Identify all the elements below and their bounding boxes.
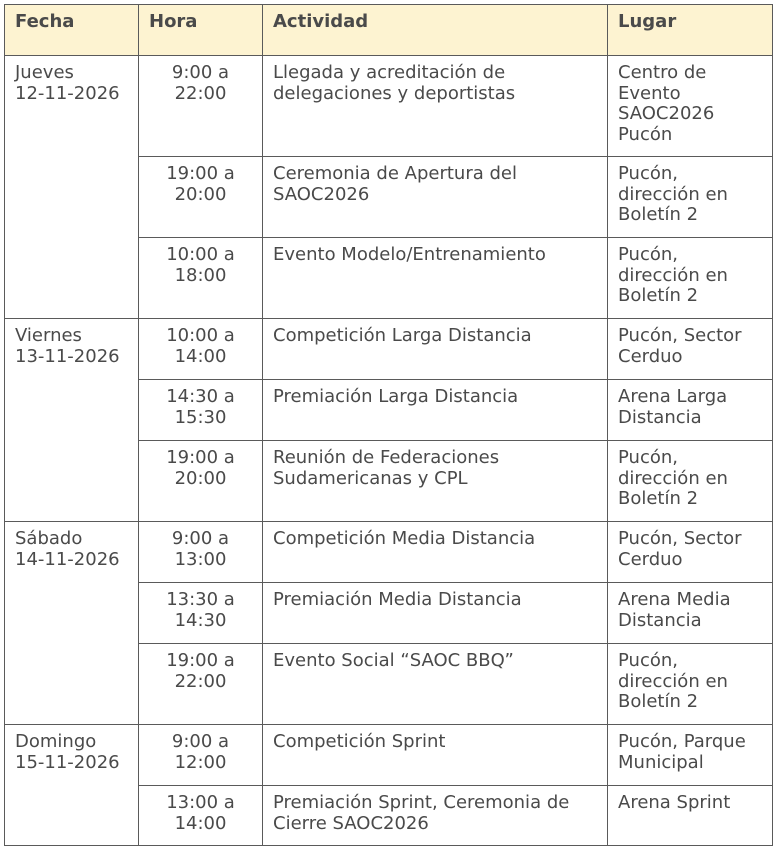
header-lugar: Lugar	[608, 5, 773, 56]
day-date: 13-11-2026	[15, 345, 120, 367]
table-row	[5, 56, 773, 157]
time-end: 12:00	[174, 751, 227, 773]
time-cell	[139, 522, 263, 583]
time-end: 20:00	[174, 467, 227, 489]
day-date: 12-11-2026	[15, 82, 120, 104]
activity-cell: Competición Sprint	[263, 725, 608, 786]
header-actividad: Actividad	[263, 5, 608, 56]
time-start: 19:00 a	[166, 447, 235, 468]
time-cell	[139, 583, 263, 644]
activity-cell: Premiación Media Distancia	[263, 583, 608, 644]
time-end: 18:00	[174, 264, 227, 286]
day-name: Viernes	[15, 325, 82, 346]
place-cell: Centro de Evento SAOC2026 Pucón	[608, 56, 773, 157]
time-end: 14:00	[174, 812, 227, 834]
place-cell: Pucón, Parque Municipal	[608, 725, 773, 786]
header-hora: Hora	[139, 5, 263, 56]
date-cell	[5, 319, 139, 522]
time-start: 19:00 a	[166, 163, 235, 184]
day-name: Jueves	[15, 62, 74, 83]
time-start: 10:00 a	[166, 325, 235, 346]
time-start: 10:00 a	[166, 244, 235, 265]
date-cell	[5, 522, 139, 725]
time-start: 13:30 a	[166, 589, 235, 610]
time-cell	[139, 786, 263, 846]
time-cell	[139, 644, 263, 725]
time-start: 19:00 a	[166, 650, 235, 671]
time-cell	[139, 319, 263, 380]
activity-cell: Competición Media Distancia	[263, 522, 608, 583]
day-date: 15-11-2026	[15, 751, 120, 773]
place-cell: Arena Larga Distancia	[608, 380, 773, 441]
table-row	[5, 725, 773, 786]
time-cell	[139, 238, 263, 319]
activity-cell: Ceremonia de Apertura del SAOC2026	[263, 157, 608, 238]
time-cell	[139, 157, 263, 238]
activity-cell: Premiación Sprint, Ceremonia de Cierre SAOC2026	[263, 786, 608, 846]
time-cell	[139, 380, 263, 441]
place-cell: Arena Sprint	[608, 786, 773, 846]
place-cell: Pucón, dirección en Boletín 2	[608, 157, 773, 238]
schedule-table	[4, 4, 773, 846]
time-start: 9:00 a	[171, 731, 230, 752]
time-start: 13:00 a	[166, 792, 235, 813]
place-cell: Pucón, Sector Cerduo	[608, 522, 773, 583]
table-row	[5, 319, 773, 380]
date-cell	[5, 725, 139, 846]
activity-cell: Llegada y acreditación de delegaciones y deportistas	[263, 56, 608, 157]
place-cell: Arena Media Distancia	[608, 583, 773, 644]
time-start: 9:00 a	[171, 528, 230, 549]
time-cell	[139, 725, 263, 786]
time-end: 22:00	[174, 82, 227, 104]
time-end: 13:00	[174, 548, 227, 570]
activity-cell: Premiación Larga Distancia	[263, 380, 608, 441]
time-cell	[139, 441, 263, 522]
time-end: 15:30	[174, 406, 227, 428]
activity-cell: Reunión de Federaciones Sudamericanas y CPL	[263, 441, 608, 522]
header-row	[5, 5, 773, 56]
place-cell: Pucón, dirección en Boletín 2	[608, 644, 773, 725]
activity-cell: Evento Social “SAOC BBQ”	[263, 644, 608, 725]
time-end: 14:00	[174, 345, 227, 367]
time-start: 14:30 a	[166, 386, 235, 407]
day-date: 14-11-2026	[15, 548, 120, 570]
time-start: 9:00 a	[171, 62, 230, 83]
place-cell: Pucón, Sector Cerduo	[608, 319, 773, 380]
place-cell: Pucón, dirección en Boletín 2	[608, 238, 773, 319]
activity-cell: Competición Larga Distancia	[263, 319, 608, 380]
date-cell	[5, 56, 139, 319]
schedule-body	[5, 56, 773, 846]
table-row	[5, 522, 773, 583]
activity-cell: Evento Modelo/Entrenamiento	[263, 238, 608, 319]
time-end: 14:30	[174, 609, 227, 631]
place-cell: Pucón, dirección en Boletín 2	[608, 441, 773, 522]
time-end: 20:00	[174, 183, 227, 205]
header-fecha: Fecha	[5, 5, 139, 56]
time-cell	[139, 56, 263, 157]
time-end: 22:00	[174, 670, 227, 692]
day-name: Sábado	[15, 528, 83, 549]
day-name: Domingo	[15, 731, 97, 752]
